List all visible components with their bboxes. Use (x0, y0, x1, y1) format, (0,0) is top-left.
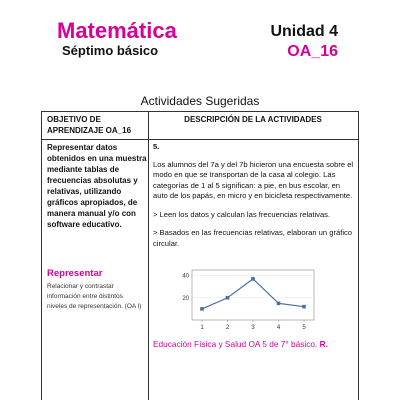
description-column-header: DESCRIPCIÓN DE LA ACTIVIDADES (184, 115, 322, 124)
footer-text: Educación Física y Salud OA 5 de 7° básico. (153, 339, 318, 349)
x-tick-label: 3 (251, 325, 255, 331)
data-point (200, 307, 204, 311)
oa-label: OA_16 (287, 43, 338, 60)
activity-intro: Los alumnos del 7a y del 7b hicieron una encuesta sobre el modo en que se transportan de la casa al colegio. Las categorías de 1 al 5 significan: a pie, en bus escolar, en auto de los papás, en micro y en bicicleta respectivamente. (153, 159, 354, 200)
page-title: Actividades Sugeridas (140, 94, 260, 108)
x-tick-label: 5 (302, 325, 306, 331)
x-tick-label: 1 (200, 325, 204, 331)
y-tick-label: 20 (182, 295, 189, 302)
x-tick-label: 2 (225, 325, 230, 331)
activity-step-2: > Basados en las frecuencias relativas, elaboran un gráfico circular. (153, 228, 353, 248)
objective-column-header: OBJETIVO DE APRENDIZAJE OA_16 (47, 115, 132, 135)
activities-table (41, 111, 359, 400)
activity-description (153, 142, 354, 257)
unit-label: Unidad 4 (270, 23, 338, 40)
header-divider (42, 139, 358, 140)
skill-title: Representar (47, 268, 103, 279)
activity-number: 5. (153, 142, 160, 151)
objective-text: Representar datos obtenidos en una muestra mediante tablas de frecuencias absolutas y relativas, utilizando gráficos apropiados, de manera manual y/o con software educativo. (47, 143, 147, 229)
footer-tag: R. (319, 339, 328, 349)
activity-step-1: > Leen los datos y calculan las frecuencias relativas. (153, 209, 331, 219)
data-point (302, 305, 306, 309)
line-chart (172, 264, 322, 336)
y-tick-label: 40 (182, 273, 189, 280)
grade-subtitle: Séptimo básico (62, 43, 159, 58)
data-point (226, 296, 230, 300)
data-point (251, 277, 255, 281)
footer-reference (153, 339, 328, 349)
data-point (277, 302, 281, 306)
subject-title: Matemática (57, 18, 177, 43)
skill-description: Relacionar y contrastar información entre distintos niveles de representación. (OA l) (47, 283, 142, 310)
x-tick-label: 4 (276, 325, 281, 331)
series-line (202, 279, 304, 309)
column-divider (148, 112, 149, 400)
